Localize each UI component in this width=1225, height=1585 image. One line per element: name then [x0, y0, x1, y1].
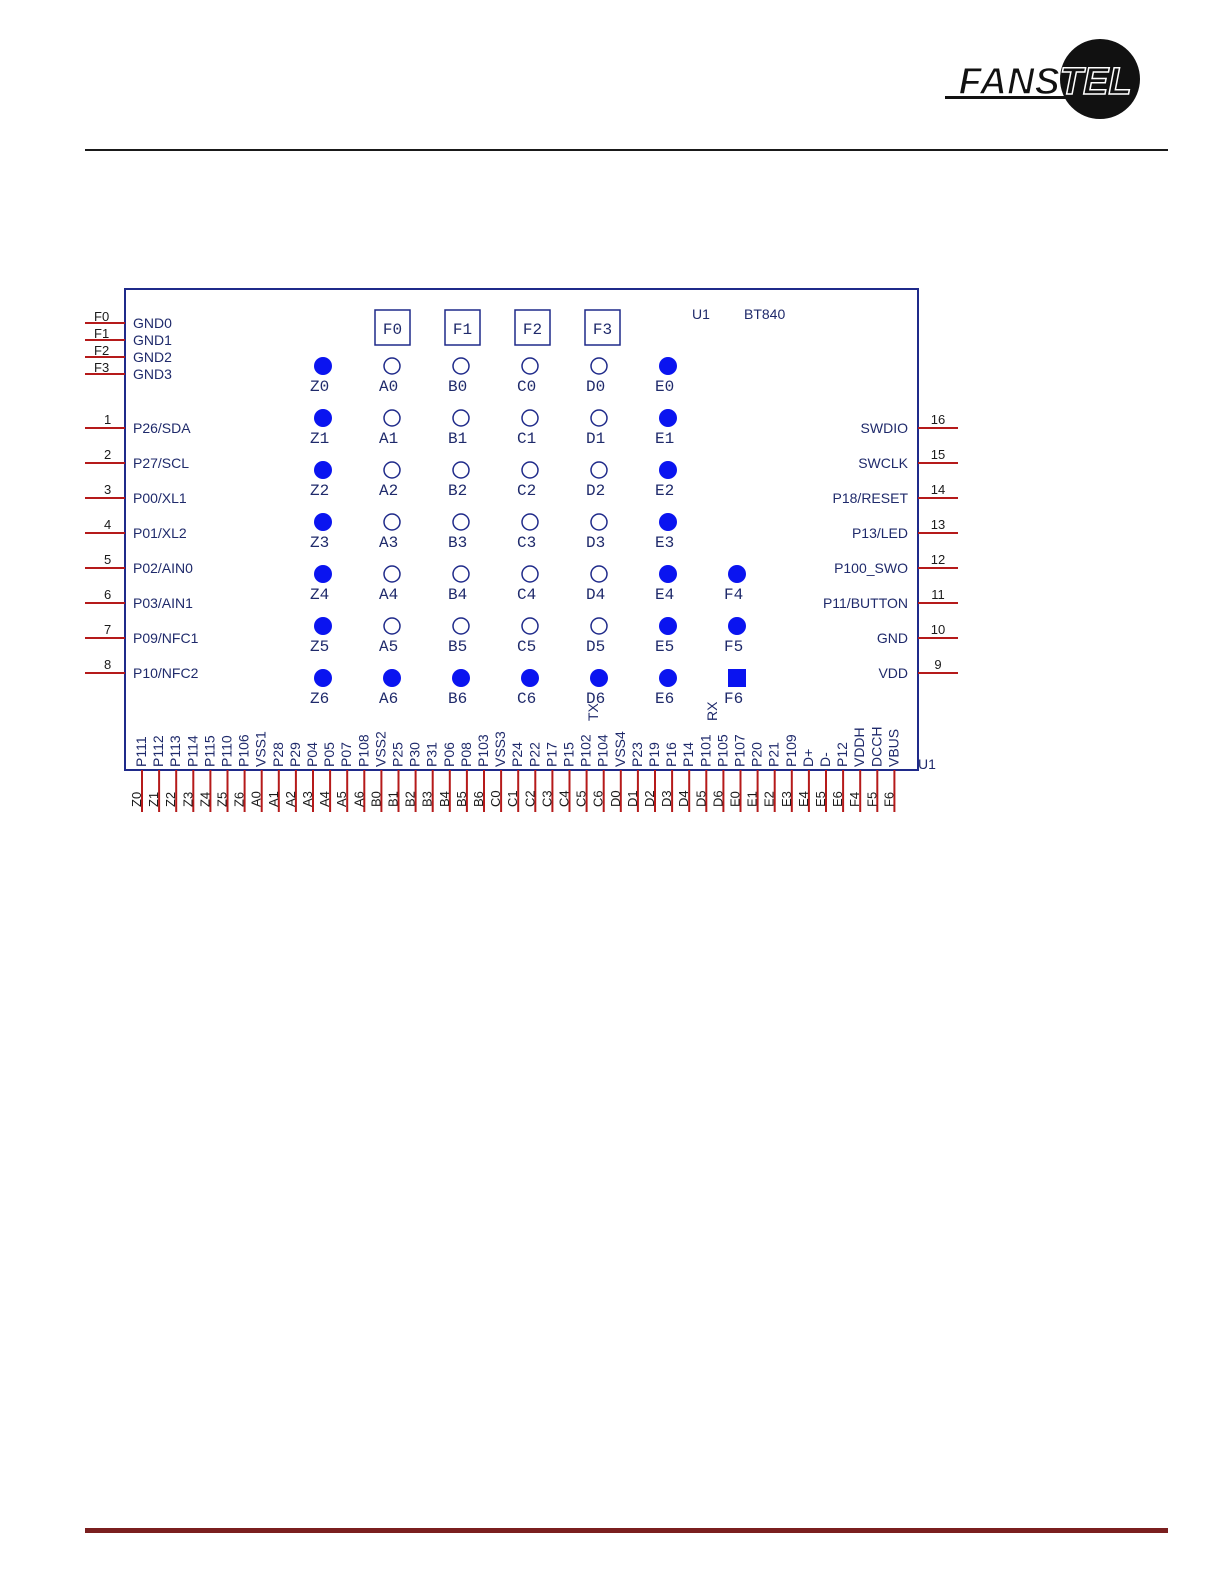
bottom-pin-name: P109 [782, 734, 799, 767]
bottom-pin-name: P21 [765, 742, 782, 767]
bottom-pin-number: E3 [778, 791, 794, 807]
pad-label: C2 [517, 482, 537, 500]
bottom-pin-name: P108 [355, 734, 372, 767]
bottom-pin-number: B1 [385, 791, 401, 807]
component-ref-corner: U1 [918, 756, 936, 772]
bottom-pin-name: VBUS [885, 728, 902, 767]
gnd-pin-name: GND3 [133, 366, 172, 382]
bottom-pin-number: D6 [710, 790, 726, 807]
pad-label: E4 [655, 586, 675, 604]
bottom-pin-number: B6 [471, 791, 486, 807]
pad-empty [384, 462, 400, 478]
bottom-pin-name: VSS4 [611, 731, 628, 767]
bottom-pin-name: P20 [748, 742, 765, 767]
gnd-pin-name: GND1 [133, 332, 172, 348]
left-pin-number: 7 [104, 622, 112, 637]
pad-label: A2 [379, 482, 399, 500]
bottom-pin-number: D4 [676, 790, 692, 807]
bottom-pin-name: P102 [577, 734, 594, 767]
bottom-pin-name: P101 [697, 734, 714, 767]
bottom-pin-name: P115 [201, 735, 218, 767]
bottom-pin-name: P16 [663, 742, 680, 767]
bottom-pin-number: D0 [607, 790, 623, 807]
bottom-pin-number: B4 [436, 791, 452, 807]
pad-label: C0 [517, 378, 537, 396]
bottom-pin-number: C5 [573, 790, 589, 807]
gnd-pin-name: GND2 [133, 349, 172, 365]
right-pin-name: P18/RESET [832, 490, 908, 506]
pad-label: B5 [448, 638, 468, 656]
bottom-pin-number: E0 [727, 791, 743, 807]
pad-empty [591, 462, 607, 478]
pad-filled [314, 513, 332, 531]
bottom-pin-name: P113 [167, 735, 184, 767]
pad-filled [521, 669, 539, 687]
bottom-pin-name: P04 [304, 742, 320, 767]
bottom-pin-number: Z4 [197, 791, 213, 807]
pad-filled [314, 669, 332, 687]
bottom-pin-name: P14 [680, 742, 697, 767]
pad-filled [659, 461, 677, 479]
left-pin-name: P02/AIN0 [133, 560, 193, 576]
bottom-pin-number: F5 [864, 791, 880, 807]
bottom-pin-name: D- [817, 752, 833, 767]
tx-label: TX [585, 703, 601, 721]
bottom-pin-number: A4 [317, 791, 333, 807]
bottom-pin-name: P104 [594, 734, 611, 767]
pad-label: A5 [379, 638, 399, 656]
bottom-pin-name: P15 [560, 742, 577, 767]
bottom-pin-number: A5 [334, 791, 350, 807]
pad-label: Z0 [310, 378, 330, 396]
bottom-pin-name: P19 [646, 742, 662, 767]
pad-label: Z4 [310, 586, 330, 604]
pad-label: E3 [655, 534, 675, 552]
left-pin-name: P03/AIN1 [133, 595, 193, 611]
right-pin-number: 16 [930, 412, 946, 427]
bottom-pin-number: C6 [590, 790, 606, 807]
pad-label: C4 [517, 586, 537, 604]
pad-empty [453, 566, 469, 582]
bottom-pin-number: D2 [642, 790, 657, 807]
bottom-pin-number: B2 [402, 791, 418, 807]
bottom-pin-name: P24 [509, 742, 526, 767]
pad-label: B3 [448, 534, 468, 552]
bottom-pin-number: E5 [813, 791, 828, 807]
pad-filled [659, 357, 677, 375]
pad-empty [522, 566, 538, 582]
bottom-pin-name: P12 [834, 742, 851, 767]
logo-text: FANSTEL [958, 61, 1132, 103]
left-pin-name: P10/NFC2 [133, 665, 199, 681]
right-pin-name: VDD [878, 665, 908, 681]
right-pin-number: 9 [934, 657, 942, 672]
pad-empty [384, 566, 400, 582]
pad-filled [728, 565, 746, 583]
bottom-pin-name: P28 [269, 742, 286, 767]
pad-empty [453, 618, 469, 634]
bottom-pin-number: D5 [693, 790, 709, 807]
right-pin-name: P13/LED [851, 525, 908, 541]
pad-label: B4 [448, 586, 468, 604]
bottom-pin-number: Z3 [180, 791, 196, 807]
pad-filled [659, 617, 677, 635]
pad-empty [522, 462, 538, 478]
pad-label: C5 [517, 638, 537, 656]
bottom-pin-name: VSS1 [252, 731, 269, 767]
gnd-pin-number: F2 [94, 343, 110, 358]
pad-empty [522, 358, 538, 374]
pad-label: Z2 [310, 482, 330, 500]
pad-filled [314, 565, 332, 583]
left-pin-name: P27/SCL [133, 455, 190, 471]
pad-empty [384, 410, 400, 426]
pad-label: B6 [448, 690, 468, 708]
pad-filled [659, 513, 677, 531]
pad-empty [384, 618, 400, 634]
pad-label: B0 [448, 378, 468, 396]
pad-empty [591, 410, 607, 426]
bottom-pin-number: C3 [539, 790, 555, 807]
right-pin-number: 10 [930, 622, 946, 637]
left-pin-number: 8 [104, 657, 112, 672]
pad-empty [384, 358, 400, 374]
bottom-pin-number: F6 [881, 791, 897, 807]
right-pin-name: SWCLK [858, 455, 908, 471]
pad-filled [659, 565, 677, 583]
bottom-pin-name: DCCH [868, 726, 885, 767]
pad-empty [522, 410, 538, 426]
pad-filled [314, 409, 332, 427]
left-pin-name: P00/XL1 [133, 490, 187, 506]
gnd-pin-number: F0 [94, 309, 110, 324]
left-pin-number: 3 [104, 482, 112, 497]
bottom-pin-number: A0 [248, 791, 264, 807]
pad-empty [384, 514, 400, 530]
pad-label: E5 [655, 638, 675, 656]
top-pad-label: F0 [382, 321, 403, 339]
left-pin-number: 2 [104, 447, 112, 462]
pad-filled [728, 617, 746, 635]
bottom-pin-name: P29 [286, 742, 303, 767]
right-pin-name: SWDIO [860, 420, 908, 436]
pad-filled [659, 409, 677, 427]
pad-label: A1 [379, 430, 399, 448]
pad-label: E6 [655, 690, 675, 708]
bottom-pin-number: Z5 [214, 791, 230, 807]
pad-label: D4 [586, 586, 606, 604]
bottom-pin-name: P08 [457, 742, 474, 767]
bottom-pin-number: A1 [265, 791, 281, 807]
right-pin-name: P100_SWO [834, 560, 908, 576]
bottom-pin-number: E6 [830, 791, 846, 807]
bottom-pin-number: A2 [282, 791, 298, 807]
bottom-pin-name: VSS3 [492, 731, 509, 767]
bottom-pin-name: P22 [526, 742, 543, 767]
right-pin-number: 12 [930, 552, 946, 567]
left-pin-number: 5 [104, 552, 112, 567]
pad-empty [453, 462, 469, 478]
pad-empty [522, 618, 538, 634]
pad-filled [314, 617, 332, 635]
bottom-pin-number: D1 [624, 790, 640, 807]
pad-label: A4 [379, 586, 399, 604]
bottom-pin-name: P105 [714, 734, 731, 767]
bottom-pin-number: F4 [847, 791, 863, 807]
pad-label: D6 [586, 690, 606, 708]
pad-filled [383, 669, 401, 687]
pad-empty [591, 566, 607, 582]
pad-label: C1 [517, 430, 537, 448]
pad-label: D0 [586, 378, 606, 396]
bottom-pin-name: P111 [133, 736, 149, 767]
pad-label: D1 [586, 430, 606, 448]
pad-empty [591, 358, 607, 374]
right-pin-number: 13 [930, 517, 946, 532]
component-ref: U1 [692, 306, 710, 322]
gnd-pin-number: F3 [94, 360, 110, 375]
pad-label: E0 [655, 378, 675, 396]
bottom-pin-number: Z2 [163, 791, 179, 807]
bottom-pin-number: E2 [761, 791, 777, 807]
pad-filled [314, 461, 332, 479]
pad-label: B2 [448, 482, 468, 500]
bottom-pin-number: C2 [522, 790, 538, 807]
bottom-pin-number: Z0 [129, 791, 144, 807]
pad-label: Z5 [310, 638, 330, 656]
bottom-pin-name: P110 [218, 735, 235, 767]
left-pin-name: P09/NFC1 [133, 630, 199, 646]
bottom-pin-number: E1 [744, 791, 760, 807]
left-pin-name: P26/SDA [133, 420, 191, 436]
bottom-pin-name: P25 [389, 742, 406, 767]
bottom-pin-name: P103 [475, 734, 491, 767]
pad-square [728, 669, 746, 687]
bottom-pin-number: B5 [453, 791, 469, 807]
top-pad-label: F3 [592, 321, 613, 339]
bottom-pin-number: E4 [795, 791, 811, 807]
bottom-pin-name: VSS2 [372, 731, 389, 767]
bottom-pin-name: P114 [184, 735, 201, 767]
pad-empty [591, 618, 607, 634]
pad-label: D5 [586, 638, 606, 656]
bottom-pin-number: Z1 [146, 791, 162, 807]
pad-filled [452, 669, 470, 687]
gnd-pin-number: F1 [94, 326, 110, 341]
bottom-pin-name: P07 [338, 742, 355, 767]
pad-label: C3 [517, 534, 537, 552]
bottom-pin-name: P112 [150, 735, 167, 767]
pad-label: B1 [448, 430, 468, 448]
pad-label: F4 [724, 586, 744, 604]
pad-empty [522, 514, 538, 530]
pad-filled [590, 669, 608, 687]
bottom-pin-name: D+ [799, 748, 816, 767]
right-pin-number: 15 [930, 447, 946, 462]
right-pin-number: 11 [931, 587, 945, 602]
bottom-pin-number: A6 [351, 791, 367, 807]
bottom-pin-number: A3 [300, 791, 315, 807]
pad-label: Z6 [310, 690, 330, 708]
pad-label: A6 [379, 690, 399, 708]
bottom-pin-number: D3 [659, 790, 675, 807]
right-pin-name: P11/BUTTON [822, 595, 908, 611]
right-pin-name: GND [876, 630, 908, 646]
bottom-pin-name: P107 [731, 734, 748, 767]
pad-label: Z3 [310, 534, 330, 552]
left-pin-number: 4 [104, 517, 112, 532]
left-pin-number: 6 [104, 587, 112, 602]
component-value: BT840 [744, 306, 786, 322]
pad-empty [453, 410, 469, 426]
pad-empty [453, 358, 469, 374]
footer-rule [85, 1528, 1168, 1533]
pad-empty [453, 514, 469, 530]
left-pin-number: 1 [104, 412, 112, 427]
bottom-pin-number: C1 [505, 790, 521, 807]
rx-label: RX [704, 701, 720, 721]
pad-filled [314, 357, 332, 375]
gnd-pin-name: GND0 [133, 315, 172, 331]
top-pad-label: F1 [452, 321, 473, 339]
right-pin-number: 14 [930, 482, 946, 497]
pad-label: E1 [655, 430, 675, 448]
pad-label: D2 [586, 482, 606, 500]
bottom-pin-name: P106 [235, 734, 252, 767]
bottom-pin-number: C4 [556, 790, 572, 807]
pad-label: D3 [586, 534, 606, 552]
pad-label: Z1 [310, 430, 330, 448]
pad-label: E2 [655, 482, 675, 500]
bottom-pin-name: P17 [543, 742, 560, 767]
bottom-pin-number: C0 [488, 790, 504, 807]
bottom-pin-number: B0 [368, 791, 384, 807]
pad-label: A0 [379, 378, 399, 396]
bottom-pin-number: B3 [419, 791, 435, 807]
bottom-pin-number: Z6 [231, 791, 247, 807]
bottom-pin-name: P31 [423, 742, 440, 767]
bottom-pin-name: P06 [440, 742, 457, 767]
pad-label: A3 [379, 534, 399, 552]
top-pad-label: F2 [522, 321, 543, 339]
bottom-pin-name: P30 [406, 742, 423, 767]
pad-filled [659, 669, 677, 687]
bottom-pin-name: VDDH [851, 727, 868, 767]
pad-label: F6 [724, 690, 744, 708]
pad-label: F5 [724, 638, 744, 656]
bottom-pin-name: P23 [628, 742, 645, 767]
left-pin-name: P01/XL2 [133, 525, 187, 541]
bottom-pin-name: P05 [321, 742, 338, 767]
pad-label: C6 [517, 690, 537, 708]
pad-empty [591, 514, 607, 530]
